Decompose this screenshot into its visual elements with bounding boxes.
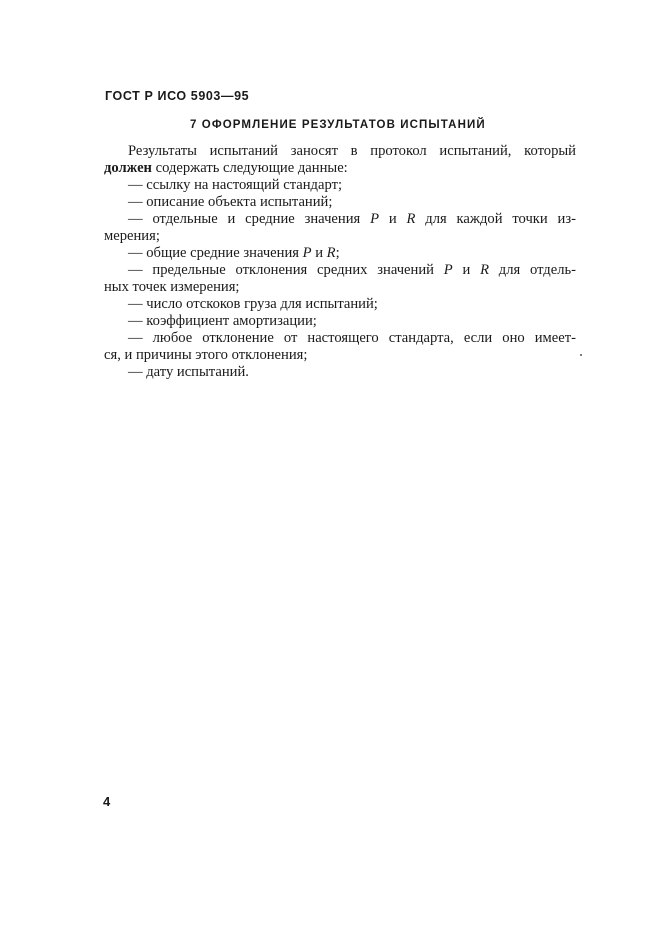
intro-line-2-rest: содержать следующие данные:	[151, 160, 348, 176]
list-item-1: — ссылку на настоящий стандарт;	[128, 177, 342, 193]
intro-bold-word: должен	[104, 160, 152, 176]
symbol-p: P	[370, 211, 379, 227]
section-body	[104, 143, 576, 381]
symbol-p: P	[302, 245, 312, 261]
list-item-4	[104, 245, 576, 262]
list-item-5-continuation: ных точек измерения;	[104, 279, 240, 295]
list-item-4-conj: и	[311, 245, 327, 261]
intro-line-2	[104, 160, 576, 177]
list-item-4-tail: ;	[335, 245, 340, 261]
list-item-8-continuation: ся, и причины этого отклонения;	[104, 347, 308, 363]
list-item-3-continuation: мерения;	[104, 228, 160, 244]
list-item-4-text: — общие средние значения	[128, 245, 303, 261]
list-item-7: — коэффициент амортизации;	[128, 313, 317, 329]
document-header: ГОСТ Р ИСО 5903—95	[105, 89, 250, 103]
list-item-3	[104, 211, 576, 228]
list-item-2: — описание объекта испытаний;	[128, 194, 333, 210]
section-title: 7 ОФОРМЛЕНИЕ РЕЗУЛЬТАТОВ ИСПЫТАНИЙ	[190, 119, 486, 131]
list-item-3-text: — отдельные и средние значения	[128, 211, 371, 227]
scan-speck	[580, 354, 582, 356]
symbol-r: R	[480, 262, 489, 278]
symbol-r: R	[406, 211, 416, 227]
page-number: 4	[103, 794, 111, 809]
list-item-3-tail: для каждой точки из-	[415, 211, 576, 227]
list-item-8: — любое отклонение от настоящего стандарта, если оно имеет-	[128, 330, 576, 346]
list-item-9: — дату испытаний.	[128, 364, 249, 380]
list-item-5-tail: для отдель-	[489, 262, 576, 278]
intro-line-1: Результаты испытаний заносят в протокол испытаний, который	[128, 143, 576, 159]
symbol-p: P	[443, 262, 453, 278]
list-item-5	[104, 262, 576, 279]
list-item-3-conj: и	[379, 211, 407, 227]
list-item-5-conj: и	[452, 262, 481, 278]
symbol-r: R	[326, 245, 336, 261]
list-item-5-text: — предельные отклонения средних значений	[128, 262, 444, 278]
list-item-6: — число отскоков груза для испытаний;	[128, 296, 378, 312]
